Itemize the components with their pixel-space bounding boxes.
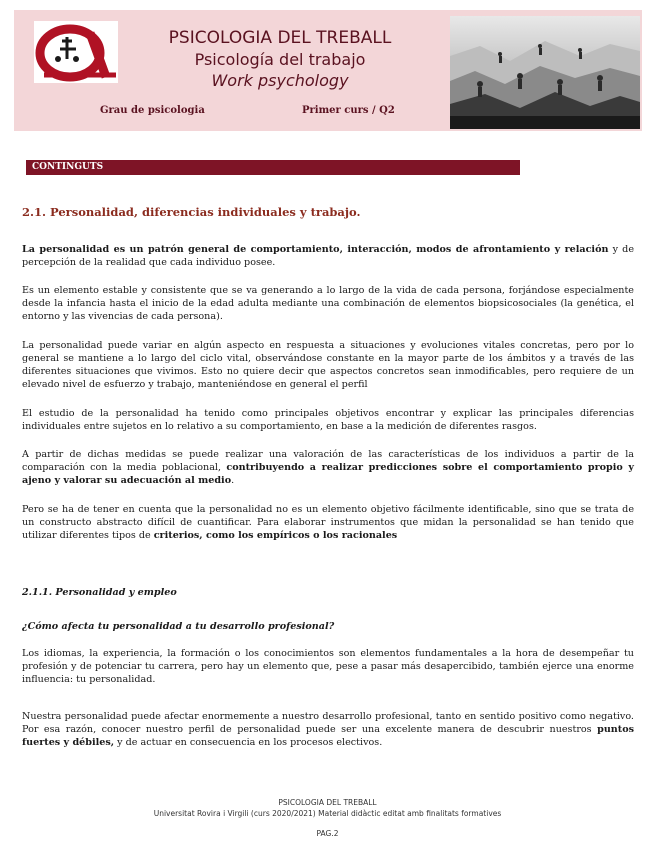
page-number: PAG.2 xyxy=(316,829,339,838)
paragraph-2: Es un elemento estable y consistente que se va generando a lo largo de la vida de cada persona, forjándose especialmente desde la infancia hasta el inicio de la edad adulta mediante una combinación de elementos biopsicosociales (la genética, el entorno y las vivencias de cada persona). xyxy=(22,285,634,322)
paragraph-1-bold: La personalidad es un patrón general de comportamiento, interacción, modos de afrontamiento y relación xyxy=(22,244,609,255)
paragraph-8 xyxy=(22,710,634,749)
paragraph-6-bold: criterios, como los empíricos o los racionales xyxy=(153,530,398,541)
paragraph-3: La personalidad puede variar en algún aspecto en respuesta a situaciones y evoluciones vitales concretas, pero por lo general se mantiene a lo largo del ciclo vital, observándose constante en la mayor parte de los ámbitos y a través de las diferentes situaciones que vivimos. Esto no quiere decir que aspectos concretos sean inmodificables, pero requiere de un elevado nivel de esfuerzo y trabajo, manteniéndose en general el perfil xyxy=(22,340,634,390)
course-label: Primer curs / Q2 xyxy=(302,105,395,116)
footer-title: PSICOLOGIA DEL TREBALL xyxy=(278,798,377,807)
paragraph-8-bold: puntos fuertes y débiles, xyxy=(22,724,634,748)
question-heading: ¿Cómo afecta tu personalidad a tu desarrollo profesional? xyxy=(22,621,335,632)
paragraph-6 xyxy=(22,503,634,542)
university-logo xyxy=(32,19,120,85)
title-english: Work psychology xyxy=(211,71,349,90)
paragraph-8-text: Nuestra personalidad puede afectar enormemente a nuestro desarrollo profesional, tanto en sentido positivo como negativo. Por esa razón, conocer nuestro perfil de personalidad puede ser una excelente manera de descubrir nuestros xyxy=(22,711,634,735)
page-header xyxy=(14,10,642,131)
paragraph-8-end: y de actuar en consecuencia en los procesos electivos. xyxy=(114,737,383,748)
paragraph-5-end: . xyxy=(231,475,235,486)
paragraph-5-text: A partir de dichas medidas se puede realizar una valoración de las características de los individuos a partir de la comparación con la media poblacional, xyxy=(22,449,634,473)
workers-silhouette-image xyxy=(450,16,640,129)
paragraph-6-text: Pero se ha de tener en cuenta que la personalidad no es un elemento objetivo fácilmente identificable, sino que se trata de un constructo abstracto difícil de cuantificar. Para elaborar instrumentos que midan la personalidad se han tenido que utilizar diferentes tipos de xyxy=(22,504,634,541)
subsection-title: 2.1.1. Personalidad y empleo xyxy=(22,587,177,598)
contents-heading-bar: CONTINGUTS xyxy=(26,160,520,175)
paragraph-1-text: y de percepción de la realidad que cada individuo posee. xyxy=(22,244,635,268)
section-title: 2.1. Personalidad, diferencias individuales y trabajo. xyxy=(22,205,361,219)
footer-credits: Universitat Rovira i Virgili (curs 2020/2021) Material didàctic editat amb finalitats formatives xyxy=(153,809,502,818)
degree-label: Grau de psicologia xyxy=(100,105,205,116)
paragraph-5-bold: contribuyendo a realizar predicciones sobre el comportamiento propio y ajeno y valorar su adecuación al medio xyxy=(22,462,635,486)
title-catalan: PSICOLOGIA DEL TREBALL xyxy=(168,28,392,48)
paragraph-5 xyxy=(22,448,634,487)
title-spanish: Psicología del trabajo xyxy=(194,50,366,69)
paragraph-7: Los idiomas, la experiencia, la formación o los conocimientos son elementos fundamentales a la hora de desempeñar tu profesión y de potenciar tu carrera, pero hay un elemento que, pese a pasar más desapercibido, también ejerce una enorme influencia: tu personalidad. xyxy=(22,648,634,685)
paragraph-1 xyxy=(22,243,634,269)
paragraph-4: El estudio de la personalidad ha tenido como principales objetivos encontrar y explicar las principales diferencias individuales entre sujetos en lo relativo a su comportamiento, en base a la medición de diferentes rasgos. xyxy=(22,408,634,432)
